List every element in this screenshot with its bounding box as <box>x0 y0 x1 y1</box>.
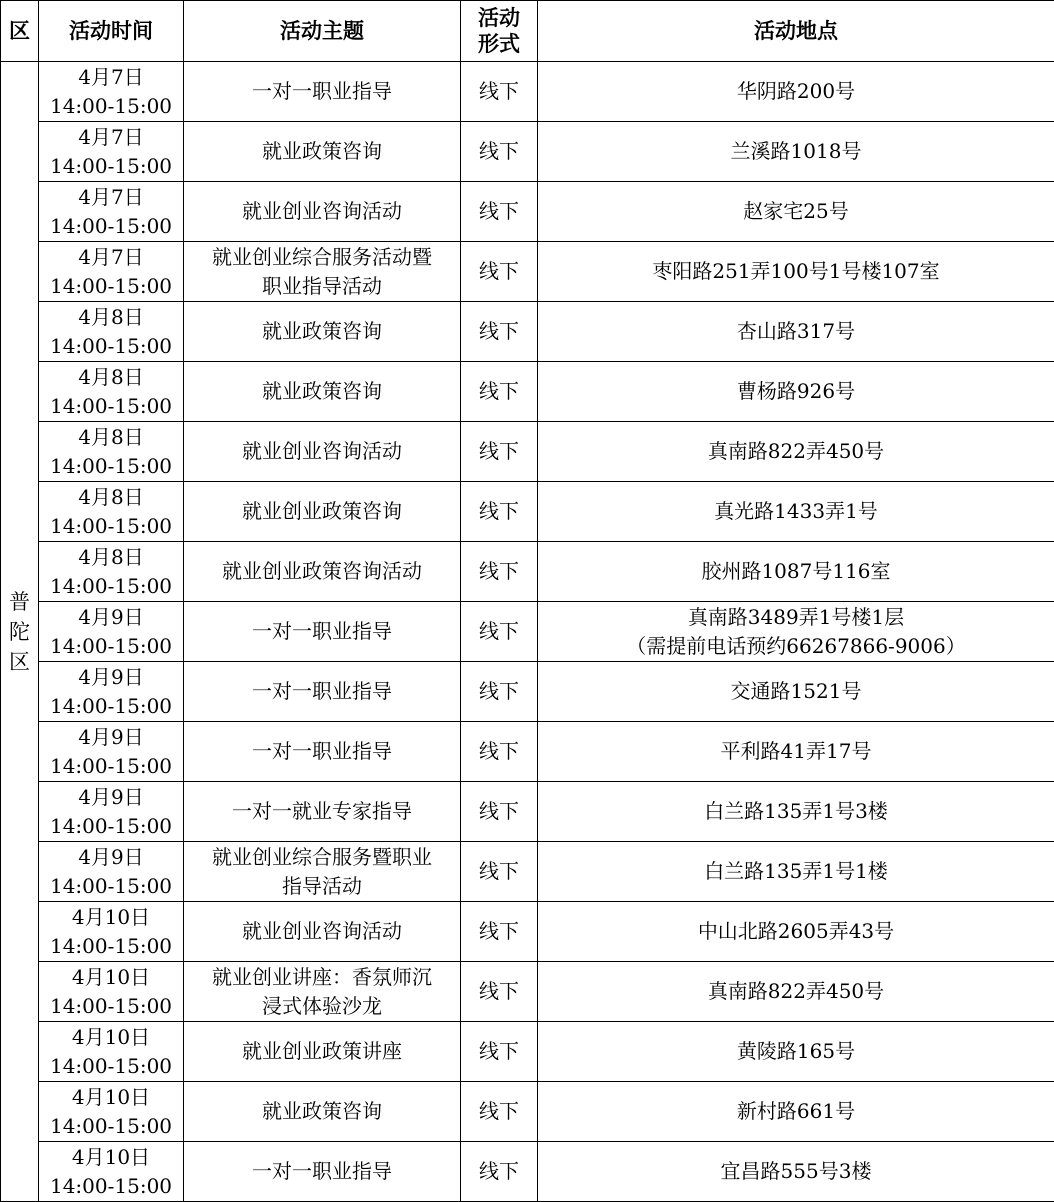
activity-topic: 就业创业咨询活动 <box>184 437 460 466</box>
activity-time: 14:00-15:00 <box>39 152 183 181</box>
activity-topic: 就业政策咨询 <box>184 317 460 346</box>
topic-cell <box>184 242 461 302</box>
activity-date: 4月10日 <box>39 1143 183 1172</box>
activity-time: 14:00-15:00 <box>39 992 183 1021</box>
activity-topic: 就业政策咨询 <box>184 377 460 406</box>
table-row <box>1 542 1054 602</box>
format-cell: 线下 <box>461 422 538 482</box>
activity-topic: 一对一职业指导 <box>184 677 460 706</box>
topic-cell <box>184 1082 461 1142</box>
activity-topic: 一对一职业指导 <box>184 617 460 646</box>
activity-time: 14:00-15:00 <box>39 1112 183 1141</box>
topic-cell <box>184 722 461 782</box>
format-cell: 线下 <box>461 602 538 662</box>
place-cell <box>538 902 1054 962</box>
topic-cell <box>184 602 461 662</box>
activity-topic: 就业创业咨询活动 <box>184 197 460 226</box>
activity-time: 14:00-15:00 <box>39 812 183 841</box>
topic-cell <box>184 842 461 902</box>
activity-topic: 一对一职业指导 <box>184 1157 460 1186</box>
activity-time: 14:00-15:00 <box>39 332 183 361</box>
activity-place: 真南路822弄450号 <box>538 437 1054 466</box>
activity-place: 平利路41弄17号 <box>538 737 1054 766</box>
activity-topic: 就业政策咨询 <box>184 1097 460 1126</box>
activity-topic: 一对一就业专家指导 <box>184 797 460 826</box>
activity-date: 4月9日 <box>39 843 183 872</box>
time-cell <box>39 842 184 902</box>
time-cell <box>39 242 184 302</box>
time-cell <box>39 302 184 362</box>
format-cell: 线下 <box>461 362 538 422</box>
format-cell: 线下 <box>461 182 538 242</box>
time-cell <box>39 662 184 722</box>
activity-date: 4月7日 <box>39 63 183 92</box>
table-row <box>1 842 1054 902</box>
format-cell: 线下 <box>461 542 538 602</box>
place-cell <box>538 782 1054 842</box>
header-place: 活动地点 <box>538 1 1054 62</box>
header-format <box>461 1 538 62</box>
time-cell <box>39 422 184 482</box>
activity-topic: 就业创业综合服务活动暨 职业指导活动 <box>184 243 460 301</box>
activity-place: 真南路3489弄1号楼1层 （需提前电话预约66267866-9006） <box>538 603 1054 661</box>
place-cell <box>538 1022 1054 1082</box>
table-row <box>1 722 1054 782</box>
activity-date: 4月8日 <box>39 363 183 392</box>
activity-date: 4月8日 <box>39 423 183 452</box>
activity-time: 14:00-15:00 <box>39 1172 183 1201</box>
table-row <box>1 242 1054 302</box>
format-cell: 线下 <box>461 902 538 962</box>
activity-topic: 就业创业讲座：香氛师沉 浸式体验沙龙 <box>184 963 460 1021</box>
table-row <box>1 1082 1054 1142</box>
place-cell <box>538 842 1054 902</box>
format-cell: 线下 <box>461 62 538 122</box>
activity-date: 4月10日 <box>39 1083 183 1112</box>
activity-place: 白兰路135弄1号3楼 <box>538 797 1054 826</box>
district-name: 普陀区 <box>8 587 32 677</box>
format-cell: 线下 <box>461 302 538 362</box>
format-cell: 线下 <box>461 242 538 302</box>
place-cell <box>538 482 1054 542</box>
topic-cell <box>184 542 461 602</box>
topic-cell <box>184 302 461 362</box>
format-cell: 线下 <box>461 662 538 722</box>
activity-place: 枣阳路251弄100号1号楼107室 <box>538 257 1054 286</box>
table-row <box>1 362 1054 422</box>
activity-topic: 就业创业咨询活动 <box>184 917 460 946</box>
activity-topic: 就业创业政策咨询 <box>184 497 460 526</box>
district-cell <box>1 62 39 1202</box>
header-format-label: 活动 形式 <box>461 5 537 57</box>
activity-place: 杏山路317号 <box>538 317 1054 346</box>
time-cell <box>39 1082 184 1142</box>
activity-place: 真南路822弄450号 <box>538 977 1054 1006</box>
format-cell: 线下 <box>461 962 538 1022</box>
activity-place: 黄陵路165号 <box>538 1037 1054 1066</box>
table-row <box>1 782 1054 842</box>
activity-date: 4月9日 <box>39 663 183 692</box>
activity-time: 14:00-15:00 <box>39 212 183 241</box>
activity-time: 14:00-15:00 <box>39 572 183 601</box>
activity-topic: 就业政策咨询 <box>184 137 460 166</box>
format-cell: 线下 <box>461 782 538 842</box>
format-cell: 线下 <box>461 1142 538 1202</box>
time-cell <box>39 782 184 842</box>
table-row <box>1 962 1054 1022</box>
table-row <box>1 122 1054 182</box>
activity-topic: 一对一职业指导 <box>184 77 460 106</box>
format-cell: 线下 <box>461 1022 538 1082</box>
activity-date: 4月10日 <box>39 903 183 932</box>
time-cell <box>39 902 184 962</box>
activity-place: 胶州路1087号116室 <box>538 557 1054 586</box>
topic-cell <box>184 662 461 722</box>
place-cell <box>538 602 1054 662</box>
place-cell <box>538 182 1054 242</box>
activity-place: 曹杨路926号 <box>538 377 1054 406</box>
activity-date: 4月10日 <box>39 1023 183 1052</box>
activity-date: 4月10日 <box>39 963 183 992</box>
activity-date: 4月9日 <box>39 603 183 632</box>
activity-place: 新村路661号 <box>538 1097 1054 1126</box>
topic-cell <box>184 362 461 422</box>
table-row <box>1 662 1054 722</box>
activity-time: 14:00-15:00 <box>39 392 183 421</box>
activity-date: 4月9日 <box>39 723 183 752</box>
activity-date: 4月7日 <box>39 243 183 272</box>
place-cell <box>538 542 1054 602</box>
format-cell: 线下 <box>461 722 538 782</box>
place-cell <box>538 422 1054 482</box>
place-cell <box>538 62 1054 122</box>
activity-date: 4月8日 <box>39 543 183 572</box>
place-cell <box>538 362 1054 422</box>
activity-time: 14:00-15:00 <box>39 692 183 721</box>
activity-topic: 就业创业政策咨询活动 <box>184 557 460 586</box>
place-cell <box>538 302 1054 362</box>
activity-place: 白兰路135弄1号1楼 <box>538 857 1054 886</box>
activity-time: 14:00-15:00 <box>39 932 183 961</box>
activity-topic: 就业创业政策讲座 <box>184 1037 460 1066</box>
activity-time: 14:00-15:00 <box>39 632 183 661</box>
time-cell <box>39 482 184 542</box>
activity-time: 14:00-15:00 <box>39 872 183 901</box>
time-cell <box>39 602 184 662</box>
activity-place: 华阴路200号 <box>538 77 1054 106</box>
activity-date: 4月8日 <box>39 303 183 332</box>
topic-cell <box>184 62 461 122</box>
table-row <box>1 422 1054 482</box>
time-cell <box>39 1142 184 1202</box>
topic-cell <box>184 122 461 182</box>
topic-cell <box>184 482 461 542</box>
topic-cell <box>184 1022 461 1082</box>
topic-cell <box>184 962 461 1022</box>
activity-topic: 一对一职业指导 <box>184 737 460 766</box>
place-cell <box>538 1082 1054 1142</box>
activity-date: 4月8日 <box>39 483 183 512</box>
place-cell <box>538 962 1054 1022</box>
format-cell: 线下 <box>461 482 538 542</box>
time-cell <box>39 122 184 182</box>
activity-time: 14:00-15:00 <box>39 752 183 781</box>
time-cell <box>39 542 184 602</box>
format-cell: 线下 <box>461 842 538 902</box>
place-cell <box>538 122 1054 182</box>
header-time: 活动时间 <box>39 1 184 62</box>
activity-time: 14:00-15:00 <box>39 452 183 481</box>
topic-cell <box>184 1142 461 1202</box>
time-cell <box>39 1022 184 1082</box>
table-row <box>1 902 1054 962</box>
topic-cell <box>184 422 461 482</box>
header-topic: 活动主题 <box>184 1 461 62</box>
place-cell <box>538 662 1054 722</box>
time-cell <box>39 62 184 122</box>
activity-time: 14:00-15:00 <box>39 92 183 121</box>
place-cell <box>538 722 1054 782</box>
place-cell <box>538 242 1054 302</box>
table-row <box>1 1142 1054 1202</box>
activity-place: 中山北路2605弄43号 <box>538 917 1054 946</box>
table-header-row <box>1 1 1054 62</box>
activity-topic: 就业创业综合服务暨职业 指导活动 <box>184 843 460 901</box>
table-row <box>1 482 1054 542</box>
table-row <box>1 182 1054 242</box>
activity-time: 14:00-15:00 <box>39 272 183 301</box>
time-cell <box>39 722 184 782</box>
time-cell <box>39 362 184 422</box>
table-row <box>1 602 1054 662</box>
activity-place: 真光路1433弄1号 <box>538 497 1054 526</box>
place-cell <box>538 1142 1054 1202</box>
table-row <box>1 62 1054 122</box>
header-district: 区 <box>1 1 39 62</box>
activity-date: 4月7日 <box>39 183 183 212</box>
topic-cell <box>184 782 461 842</box>
topic-cell <box>184 902 461 962</box>
activity-date: 4月9日 <box>39 783 183 812</box>
table-row <box>1 1022 1054 1082</box>
topic-cell <box>184 182 461 242</box>
activity-time: 14:00-15:00 <box>39 512 183 541</box>
time-cell <box>39 182 184 242</box>
activity-place: 宜昌路555号3楼 <box>538 1157 1054 1186</box>
activity-time: 14:00-15:00 <box>39 1052 183 1081</box>
activity-place: 交通路1521号 <box>538 677 1054 706</box>
activity-place: 兰溪路1018号 <box>538 137 1054 166</box>
format-cell: 线下 <box>461 1082 538 1142</box>
time-cell <box>39 962 184 1022</box>
table-row <box>1 302 1054 362</box>
format-cell: 线下 <box>461 122 538 182</box>
activity-place: 赵家宅25号 <box>538 197 1054 226</box>
table-body <box>1 62 1054 1202</box>
activity-date: 4月7日 <box>39 123 183 152</box>
